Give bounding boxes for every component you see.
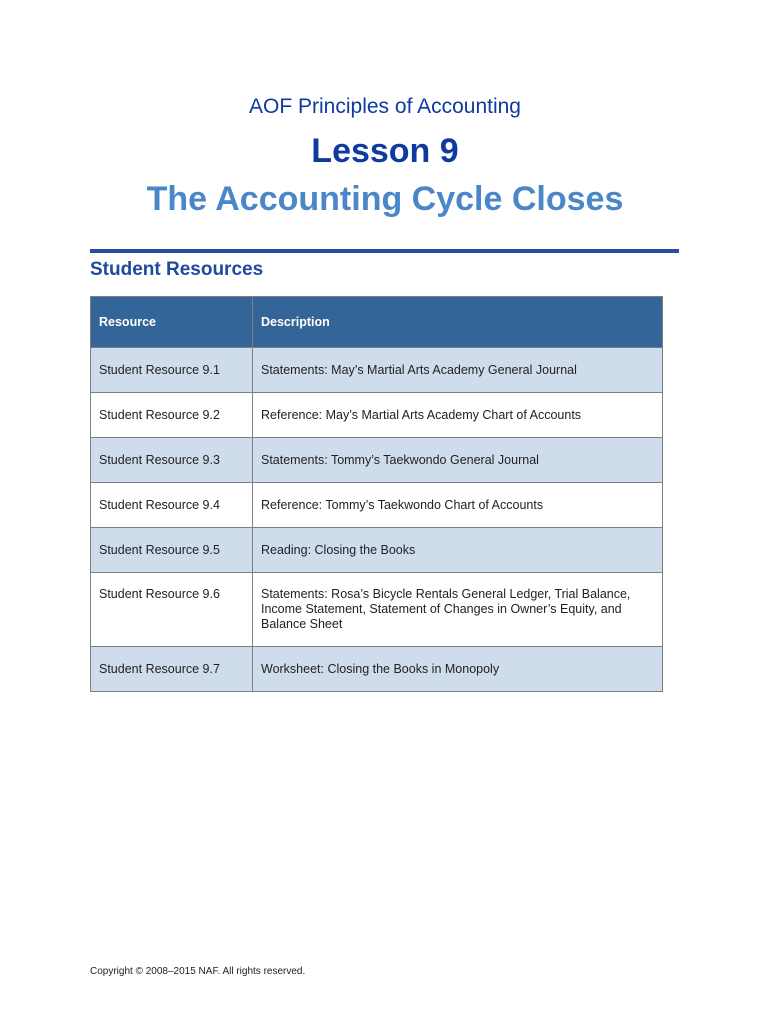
lesson-number: Lesson 9 xyxy=(311,132,459,170)
copyright-notice: Copyright © 2008–2015 NAF. All rights reserved. xyxy=(90,966,306,977)
description-cell: Statements: Tommy’s Taekwondo General Journal xyxy=(253,438,663,483)
resource-cell: Student Resource 9.3 xyxy=(91,438,253,483)
resource-cell: Student Resource 9.2 xyxy=(91,393,253,438)
resource-cell: Student Resource 9.7 xyxy=(91,647,253,692)
description-cell: Reading: Closing the Books xyxy=(253,528,663,573)
description-cell: Worksheet: Closing the Books in Monopoly xyxy=(253,647,663,692)
lesson-title: The Accounting Cycle Closes xyxy=(146,180,624,218)
table-header-row xyxy=(91,297,663,348)
resource-cell: Student Resource 9.5 xyxy=(91,528,253,573)
column-header-description: Description xyxy=(253,297,663,348)
course-title: AOF Principles of Accounting xyxy=(249,95,521,118)
title-divider xyxy=(90,249,679,253)
description-cell: Reference: Tommy’s Taekwondo Chart of Accounts xyxy=(253,483,663,528)
table-row xyxy=(91,393,663,438)
table-row xyxy=(91,573,663,647)
resource-cell: Student Resource 9.4 xyxy=(91,483,253,528)
description-cell: Statements: Rosa’s Bicycle Rentals General Ledger, Trial Balance, Income Statement, Statement of Changes in Owner’s Equity, and Balance Sheet xyxy=(253,573,663,647)
table-row xyxy=(91,647,663,692)
description-cell: Statements: May’s Martial Arts Academy General Journal xyxy=(253,348,663,393)
resource-cell: Student Resource 9.6 xyxy=(91,573,253,647)
description-cell: Reference: May’s Martial Arts Academy Chart of Accounts xyxy=(253,393,663,438)
table-row xyxy=(91,483,663,528)
column-header-resource: Resource xyxy=(91,297,253,348)
table-row xyxy=(91,528,663,573)
resource-cell: Student Resource 9.1 xyxy=(91,348,253,393)
section-heading: Student Resources xyxy=(90,259,264,280)
table-row xyxy=(91,348,663,393)
resource-table xyxy=(90,296,663,692)
table-row xyxy=(91,438,663,483)
